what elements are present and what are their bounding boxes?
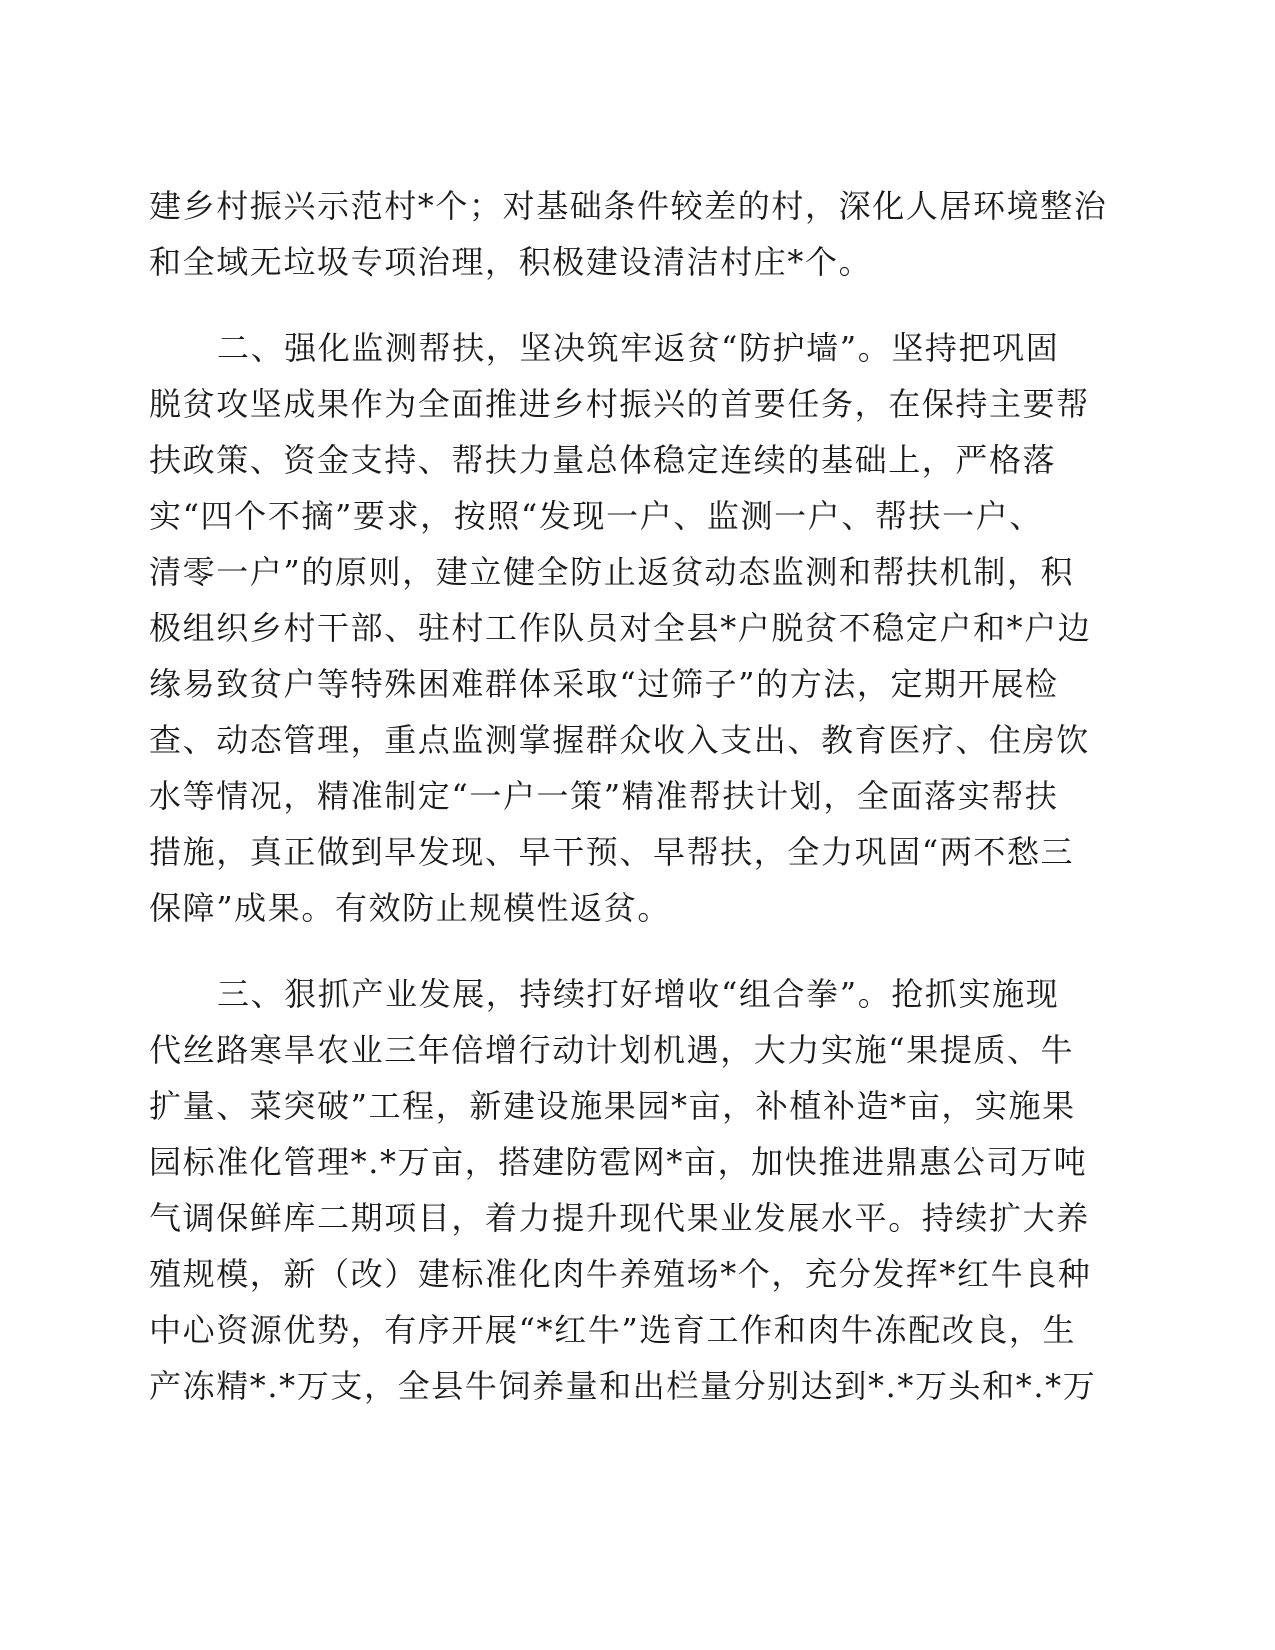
text-line: 建乡村振兴示范村*个；对基础条件较差的村，深化人居环境整治 xyxy=(149,187,1108,225)
text-line: 殖规模，新（改）建标准化肉牛养殖场*个，充分发挥*红牛良种 xyxy=(149,1255,1092,1293)
text-line: 气调保鲜库二期项目，着力提升现代果业发展水平。持续扩大养 xyxy=(149,1199,1090,1237)
text-line: 保障”成果。有效防止规模性返贫。 xyxy=(149,889,671,927)
paragraph-3 xyxy=(149,966,1097,1414)
text-line: 扩量、菜突破”工程，新建设施果园*亩，补植补造*亩，实施果 xyxy=(149,1087,1076,1125)
document-body xyxy=(149,178,1108,1414)
text-line: 实“四个不摘”要求，按照“发现一户、监测一户、帮扶一户、 xyxy=(149,497,1043,535)
text-line: 清零一户”的原则，建立健全防止返贫动态监测和帮扶机制，积 xyxy=(149,553,1075,591)
text-line: 极组织乡村干部、驻村工作队员对全县*户脱贫不稳定户和*户边 xyxy=(149,609,1092,647)
text-line: 产冻精*.*万支，全县牛饲养量和出栏量分别达到*.*万头和*.*万 xyxy=(149,1367,1097,1405)
text-line: 查、动态管理，重点监测掌握群众收入支出、教育医疗、住房饮 xyxy=(149,721,1090,759)
text-line: 代丝路寒旱农业三年倍增行动计划机遇，大力实施“果提质、牛 xyxy=(149,1031,1075,1069)
paragraph-2 xyxy=(149,320,1092,936)
text-line: 和全域无垃圾专项治理，积极建设清洁村庄*个。 xyxy=(149,243,873,281)
text-line: 二、强化监测帮扶，坚决筑牢返贫“防护墙”。坚持把巩固 xyxy=(217,329,1060,367)
text-line: 三、狠抓产业发展，持续打好增收“组合拳”。抢抓实施现 xyxy=(217,975,1060,1013)
paragraph-gap xyxy=(149,936,1063,966)
paragraph-gap xyxy=(149,290,1063,320)
text-line: 脱贫攻坚成果作为全面推进乡村振兴的首要任务，在保持主要帮 xyxy=(149,385,1090,423)
text-line: 措施，真正做到早发现、早干预、早帮扶，全力巩固“两不愁三 xyxy=(149,833,1075,871)
text-line: 中心资源优势，有序开展“*红牛”选育工作和肉牛冻配改良，生 xyxy=(149,1311,1077,1349)
paragraph-1 xyxy=(149,178,1108,290)
text-line: 园标准化管理*.*万亩，搭建防雹网*亩，加快推进鼎惠公司万吨 xyxy=(149,1143,1088,1181)
text-line: 水等情况，精准制定“一户一策”精准帮扶计划，全面落实帮扶 xyxy=(149,777,1059,815)
text-line: 扶政策、资金支持、帮扶力量总体稳定连续的基础上，严格落 xyxy=(149,441,1057,479)
text-line: 缘易致贫户等特殊困难群体采取“过筛子”的方法，定期开展检 xyxy=(149,665,1059,703)
